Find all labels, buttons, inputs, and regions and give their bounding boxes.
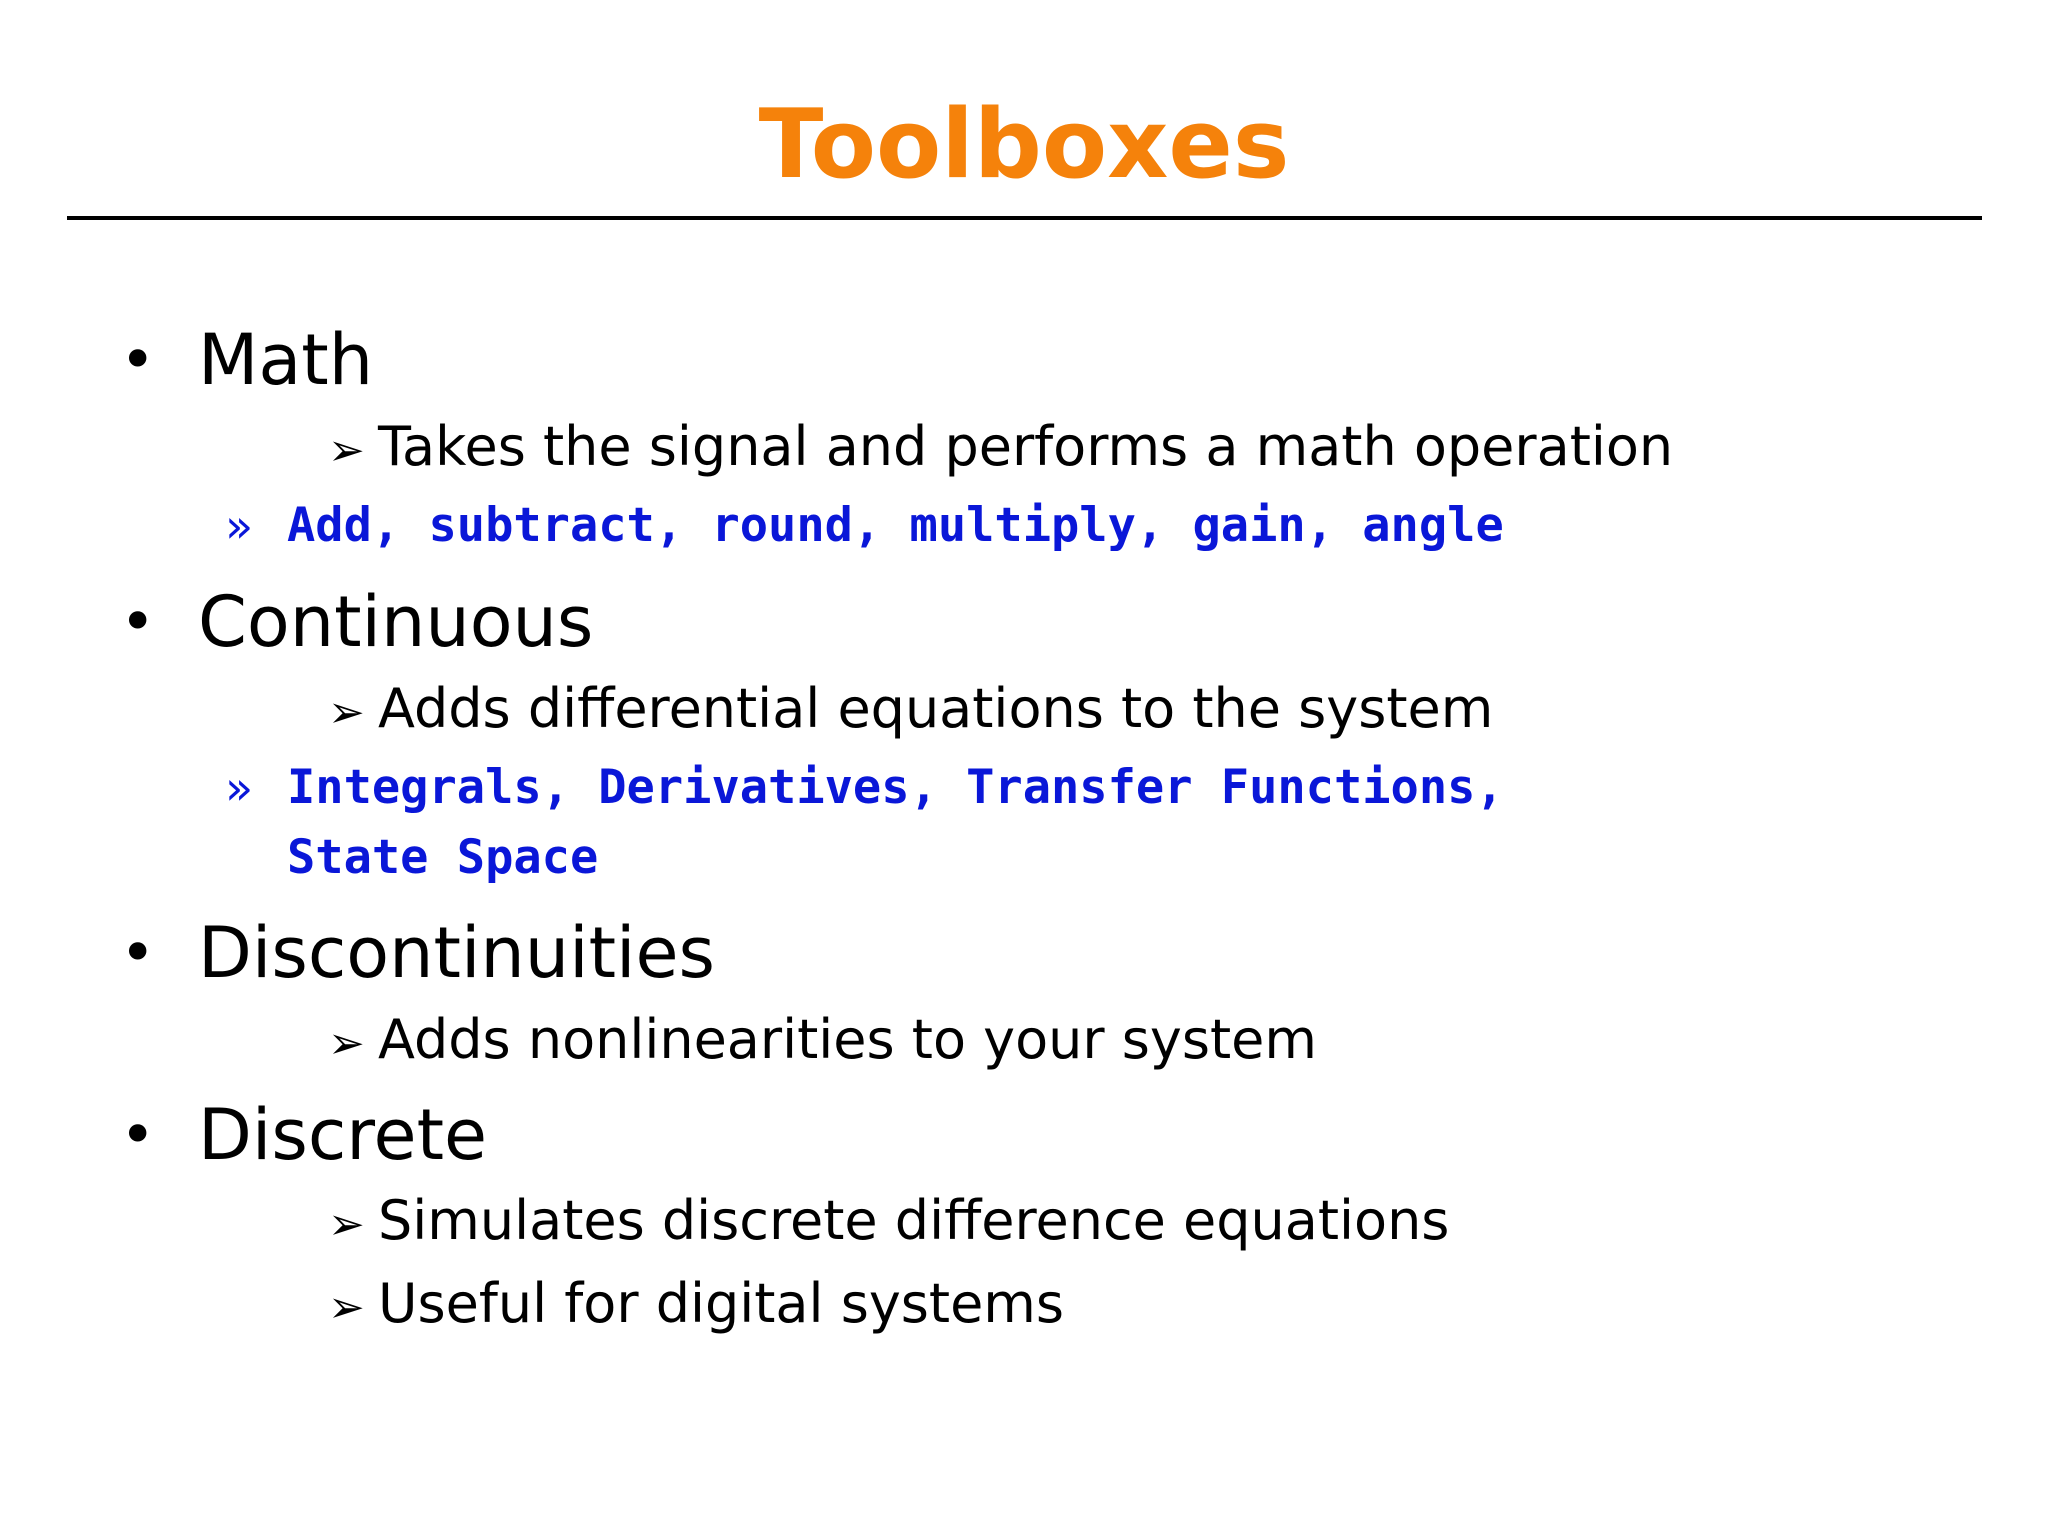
bullet-dot-icon: • xyxy=(120,918,156,988)
sub-bullet-text: Adds differential equations to the system xyxy=(378,677,1494,740)
sub-bullet-text: Useful for digital systems xyxy=(378,1272,1065,1335)
raquo-icon: » xyxy=(225,499,254,553)
sub-bullet-text: Simulates discrete difference equations xyxy=(378,1189,1450,1252)
code-text: State Space xyxy=(287,830,599,885)
code-text: Integrals, Derivatives, Transfer Functions, xyxy=(287,760,1504,815)
title-divider xyxy=(67,216,1982,220)
bullet-label: Math xyxy=(198,319,374,401)
arrow-bullet-icon: ➢ xyxy=(328,687,365,738)
slide-title: Toolboxes xyxy=(758,90,1290,200)
arrow-bullet-icon: ➢ xyxy=(328,1199,365,1250)
arrow-bullet-icon: ➢ xyxy=(328,1282,365,1333)
bullet-label: Discrete xyxy=(198,1094,488,1176)
bullet-discrete xyxy=(120,1093,487,1177)
sub-bullet xyxy=(328,415,1673,483)
sub-bullet xyxy=(328,1189,1449,1257)
code-text: Add, subtract, round, multiply, gain, angle xyxy=(287,498,1504,553)
arrow-bullet-icon: ➢ xyxy=(328,1018,365,1069)
code-line xyxy=(225,754,1987,822)
bullet-math xyxy=(120,318,373,402)
code-line-continued xyxy=(225,824,1987,892)
raquo-icon: » xyxy=(225,761,254,815)
sub-bullet-text: Takes the signal and performs a math operation xyxy=(378,415,1674,478)
arrow-bullet-icon: ➢ xyxy=(328,425,365,476)
sub-bullet xyxy=(328,1272,1064,1340)
bullet-continuous xyxy=(120,580,593,664)
sub-bullet-text: Adds nonlinearities to your system xyxy=(378,1008,1317,1071)
bullet-label: Discontinuities xyxy=(198,912,716,994)
bullet-dot-icon: • xyxy=(120,1100,156,1170)
bullet-label: Continuous xyxy=(198,581,594,663)
code-line xyxy=(225,492,1987,560)
sub-bullet xyxy=(328,677,1493,745)
bullet-discontinuities xyxy=(120,911,715,995)
bullet-dot-icon: • xyxy=(120,325,156,395)
bullet-dot-icon: • xyxy=(120,587,156,657)
sub-bullet xyxy=(328,1008,1317,1076)
